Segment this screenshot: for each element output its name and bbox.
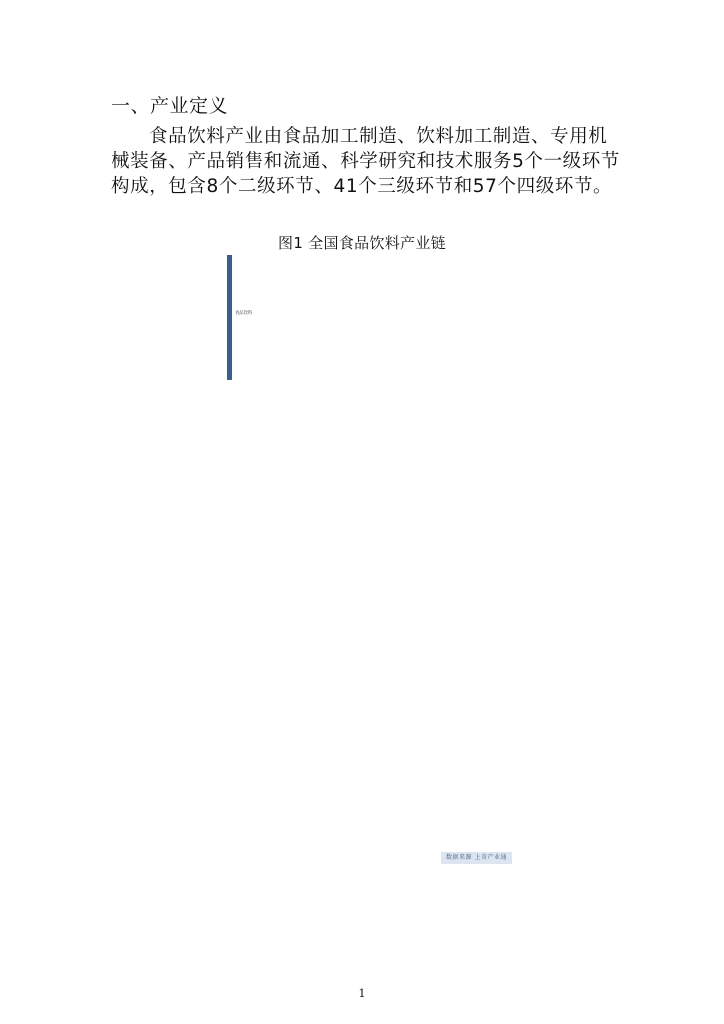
sankey-node-label: 食品饮料 <box>235 311 253 316</box>
section-heading: 一、产业定义 <box>111 95 229 117</box>
sankey-node-root <box>227 255 232 380</box>
industry-chain-sankey <box>222 250 522 870</box>
definition-paragraph: 食品饮料产业由食品加工制造、饮料加工制造、专用机械装备、产品销售和流通、科学研究和技术服务5个一级环节构成，包含8个二级环节、41个三级环节和57个四级环节。 <box>111 126 620 197</box>
figure-title: 图1 全国食品饮料产业链 <box>278 234 446 252</box>
page-number: 1 <box>358 987 366 1000</box>
figure-source: 数据来源 上奇产业通 <box>441 852 512 864</box>
sankey-nodes <box>227 255 232 380</box>
sankey-labels <box>235 309 253 316</box>
